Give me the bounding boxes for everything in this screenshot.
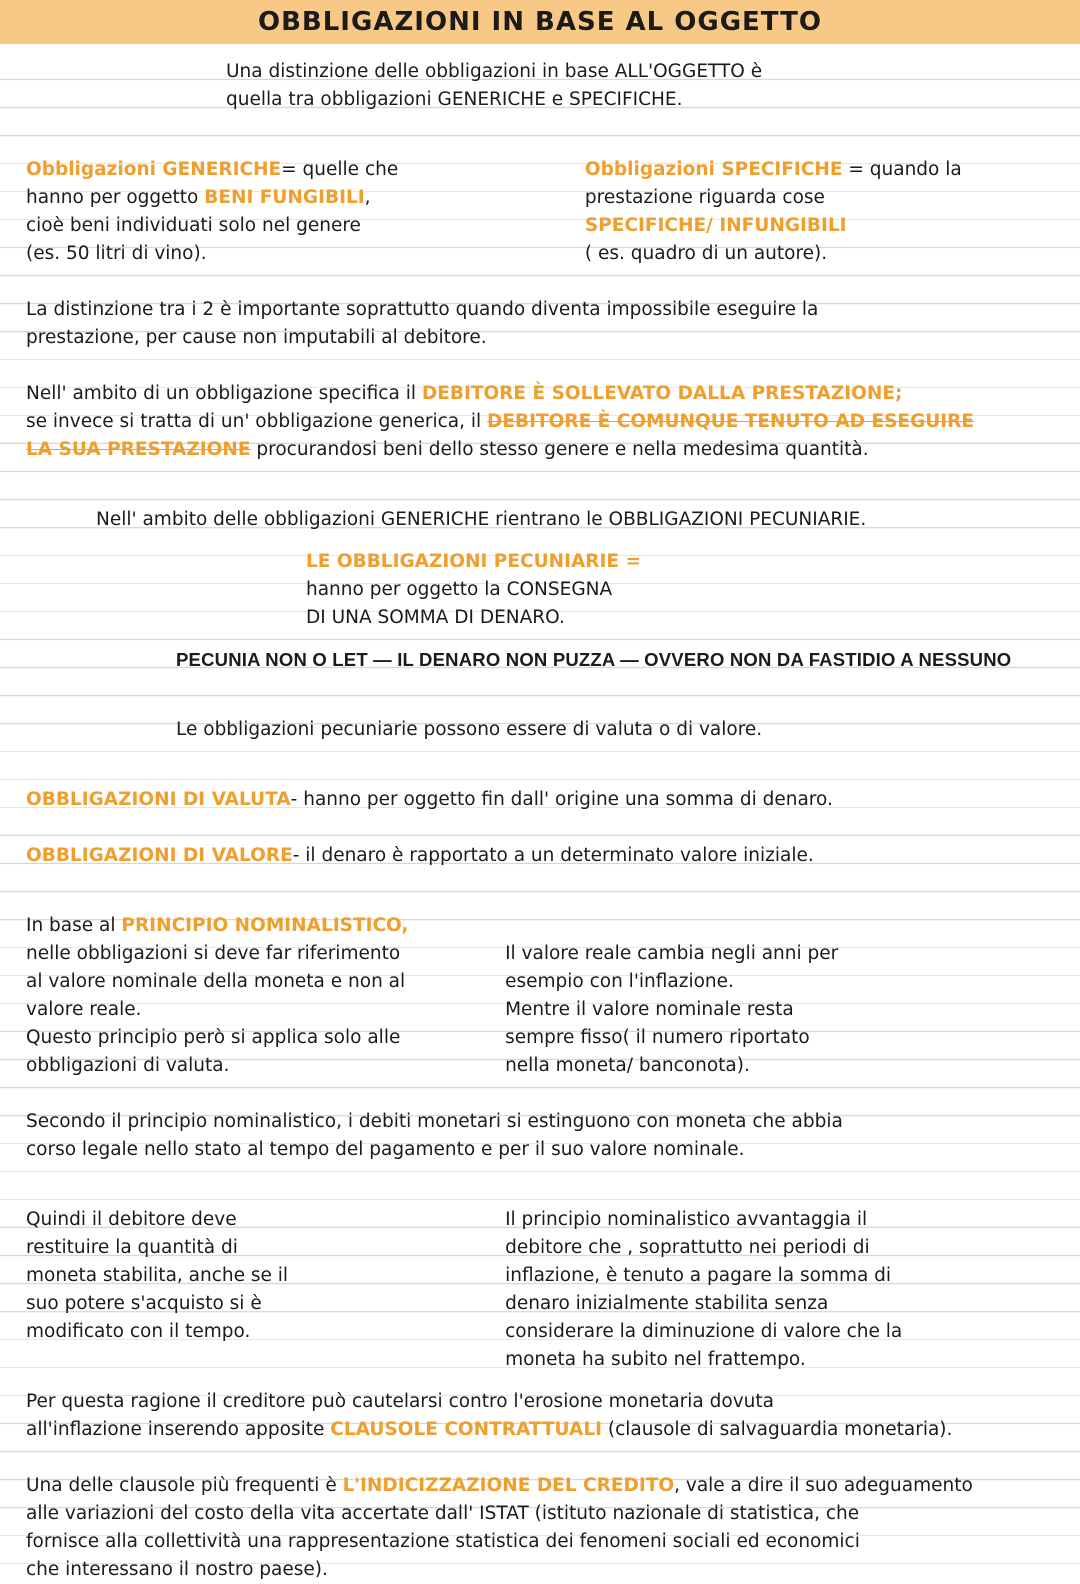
secondo-principio-line-2: corso legale nello stato al tempo del pagamento e per il suo valore nominale.: [26, 1139, 745, 1160]
valore-text: - il denaro è rapportato a un determinato valore iniziale.: [292, 845, 814, 866]
nominalistico-line-5: Questo principio però si applica solo alle: [26, 1027, 401, 1048]
valuta-valore-intro: Le obbligazioni pecuniarie possono essere di valuta o di valore.: [176, 719, 763, 740]
page-content: [0, 44, 1080, 1584]
clausole-line-2: [26, 1416, 1054, 1444]
specifiche-label: Obbligazioni SPECIFICHE: [584, 159, 843, 180]
debitore-right-line-4: denaro inizialmente stabilita senza: [505, 1293, 829, 1314]
nominalistico-line1-a: In base al: [26, 915, 122, 936]
generiche-specifiche-columns: [26, 156, 1054, 268]
spacer: [26, 870, 1054, 912]
pecuniarie-def-line-2: DI UNA SOMMA DI DENARO.: [306, 607, 565, 628]
ambito-block: [26, 380, 1054, 464]
nominalistico-line-2: nelle obbligazioni si deve far riferimento: [26, 943, 401, 964]
obbligazioni-valore: [26, 842, 1054, 870]
secondo-principio-block: [26, 1108, 1054, 1164]
spacer: [26, 632, 1054, 646]
pecuniarie-definition: [26, 548, 1054, 632]
spacer: [26, 114, 1054, 156]
valore-reale-line-5: nella moneta/ banconota).: [505, 1055, 750, 1076]
clausole-line2-b: (clausole di salvaguardia monetaria).: [602, 1419, 953, 1440]
debitore-right-line-1: Il principio nominalistico avvantaggia il: [505, 1209, 868, 1230]
sua-prestazione-highlight: LA SUA PRESTAZIONE: [26, 439, 251, 460]
debitore-right-column: [505, 1206, 1054, 1374]
debitore-columns: [26, 1206, 1054, 1374]
nominalistico-columns: [26, 912, 1054, 1080]
spacer: [26, 1164, 1054, 1206]
generiche-line-3: cioè beni individuati solo nel genere: [26, 215, 361, 236]
spacer: [505, 912, 1054, 940]
spacer: [26, 674, 1054, 716]
indicizzazione-line-2: alle variazioni del costo della vita accertate dall' ISTAT (istituto nazionale di statistica, che: [26, 1503, 860, 1524]
clausole-contrattuali-highlight: CLAUSOLE CONTRATTUALI: [330, 1419, 602, 1440]
debitore-right-line-6: moneta ha subito nel frattempo.: [505, 1349, 806, 1370]
nominalistico-line-4: valore reale.: [26, 999, 142, 1020]
indicizzazione-line-3: fornisce alla collettività una rappresentazione statistica dei fenomeni sociali ed economici: [26, 1531, 860, 1552]
intro-line-2: quella tra obbligazioni GENERICHE e SPECIFICHE.: [226, 89, 683, 110]
generiche-line2-b: ,: [364, 187, 371, 208]
latin-motto: PECUNIA NON O LET — IL DENARO NON PUZZA — OVVERO NON DA FASTIDIO A NESSUNO: [176, 649, 1012, 670]
debitore-sollevato-highlight: DEBITORE È SOLLEVATO DALLA PRESTAZIONE;: [421, 383, 903, 404]
specifiche-heading: [585, 156, 1054, 184]
specifiche-line-2: prestazione riguarda cose: [584, 187, 825, 208]
generiche-line2-a: hanno per oggetto: [26, 187, 205, 208]
debitore-left-line-2: restituire la quantità di: [26, 1237, 238, 1258]
spacer: [26, 1080, 1054, 1108]
page-title-bar: [0, 0, 1080, 44]
generiche-line-4: (es. 50 litri di vino).: [26, 243, 207, 264]
debitore-right-line-5: considerare la diminuzione di valore che la: [505, 1321, 903, 1342]
debitore-left-column: [26, 1206, 505, 1374]
valore-reale-line-3: Mentre il valore nominale resta: [505, 999, 794, 1020]
valore-reale-line-1: Il valore reale cambia negli anni per: [505, 943, 839, 964]
valuta-text: - hanno per oggetto fin dall' origine una somma di denaro.: [290, 789, 833, 810]
spacer: [26, 534, 1054, 548]
clausole-block: [26, 1388, 1054, 1444]
spacer: [26, 814, 1054, 842]
principio-nominalistico-highlight: PRINCIPIO NOMINALISTICO,: [121, 915, 409, 936]
valore-reale-line-2: esempio con l'inflazione.: [505, 971, 734, 992]
specifiche-infungibili-highlight: SPECIFICHE/ INFUNGIBILI: [584, 215, 847, 236]
ambito-line-2: [26, 408, 1054, 436]
generiche-after-label: = quelle che: [281, 159, 399, 180]
debitore-left-line-3: moneta stabilita, anche se il: [26, 1265, 289, 1286]
debitore-left-line-1: Quindi il debitore deve: [26, 1209, 237, 1230]
generiche-column: [26, 156, 585, 268]
specifiche-line-4: ( es. quadro di un autore).: [584, 243, 828, 264]
specifiche-after-label: = quando la: [842, 159, 962, 180]
spacer: [26, 44, 1054, 58]
intro-line-1: Una distinzione delle obbligazioni in base ALL'OGGETTO è: [226, 61, 763, 82]
generiche-line-2: [26, 184, 575, 212]
indicizzazione-credito-highlight: L'INDICIZZAZIONE DEL CREDITO: [342, 1475, 675, 1496]
valore-reale-line-4: sempre fisso( il numero riportato: [505, 1027, 810, 1048]
distinzione-line-2: prestazione, per cause non imputabili al debitore.: [26, 327, 487, 348]
indicizzazione-line1-b: , vale a dire il suo adeguamento: [674, 1475, 973, 1496]
obbligazioni-valuta: [26, 786, 1054, 814]
clausole-line2-a: all'inflazione inserendo apposite: [26, 1419, 331, 1440]
valore-label: OBBLIGAZIONI DI VALORE: [26, 845, 293, 866]
indicizzazione-line-4: che interessano il nostro paese).: [26, 1559, 328, 1580]
pecuniarie-def-line-1: hanno per oggetto la CONSEGNA: [306, 579, 613, 600]
debitore-tenuto-highlight: DEBITORE È COMUNQUE TENUTO AD ESEGUIRE: [487, 411, 975, 432]
page-title: OBBLIGAZIONI IN BASE AL OGGETTO: [258, 7, 822, 37]
ambito-line-3: [26, 436, 1054, 464]
beni-fungibili-highlight: BENI FUNGIBILI: [204, 187, 365, 208]
debitore-left-line-5: modificato con il tempo.: [26, 1321, 251, 1342]
specifiche-column: [585, 156, 1054, 268]
ambito-line1-a: Nell' ambito di un obbligazione specifica il: [26, 383, 422, 404]
spacer: [26, 268, 1054, 296]
nominalistico-left-column: [26, 912, 505, 1080]
ambito-line-1: [26, 380, 1054, 408]
generiche-heading: [26, 156, 575, 184]
clausole-line-1: Per questa ragione il creditore può cautelarsi contro l'erosione monetaria dovuta: [26, 1391, 774, 1412]
nominalistico-line-1: [26, 912, 495, 940]
intro-block: [26, 58, 1054, 114]
spacer: [26, 744, 1054, 786]
indicizzazione-block: [26, 1472, 1054, 1584]
spacer: [26, 464, 1054, 506]
indicizzazione-line-1: [26, 1472, 1054, 1500]
pecuniarie-def-title: LE OBBLIGAZIONI PECUNIARIE =: [306, 551, 641, 572]
nominalistico-line-6: obbligazioni di valuta.: [26, 1055, 230, 1076]
spacer: [26, 1374, 1054, 1388]
indicizzazione-line1-a: Una delle clausole più frequenti è: [26, 1475, 343, 1496]
debitore-right-line-2: debitore che , soprattutto nei periodi di: [505, 1237, 870, 1258]
spacer: [26, 352, 1054, 380]
distinzione-block: [26, 296, 1054, 352]
debitore-left-line-4: suo potere s'acquisto si è: [26, 1293, 262, 1314]
nominalistico-right-column: [505, 912, 1054, 1080]
ambito-line2-a: se invece si tratta di un' obbligazione generica, il: [26, 411, 488, 432]
nominalistico-line-3: al valore nominale della moneta e non al: [26, 971, 406, 992]
generiche-label: Obbligazioni GENERICHE: [26, 159, 282, 180]
ambito-line3-b: procurandosi beni dello stesso genere e nella medesima quantità.: [250, 439, 869, 460]
distinzione-line-1: La distinzione tra i 2 è importante soprattutto quando diventa impossibile eseguire la: [26, 299, 819, 320]
spacer: [26, 1444, 1054, 1472]
pecuniarie-intro: Nell' ambito delle obbligazioni GENERICHE rientrano le OBBLIGAZIONI PECUNIARIE.: [96, 509, 867, 530]
debitore-right-line-3: inflazione, è tenuto a pagare la somma di: [505, 1265, 892, 1286]
valuta-label: OBBLIGAZIONI DI VALUTA: [26, 789, 291, 810]
secondo-principio-line-1: Secondo il principio nominalistico, i debiti monetari si estinguono con moneta che abbia: [26, 1111, 843, 1132]
